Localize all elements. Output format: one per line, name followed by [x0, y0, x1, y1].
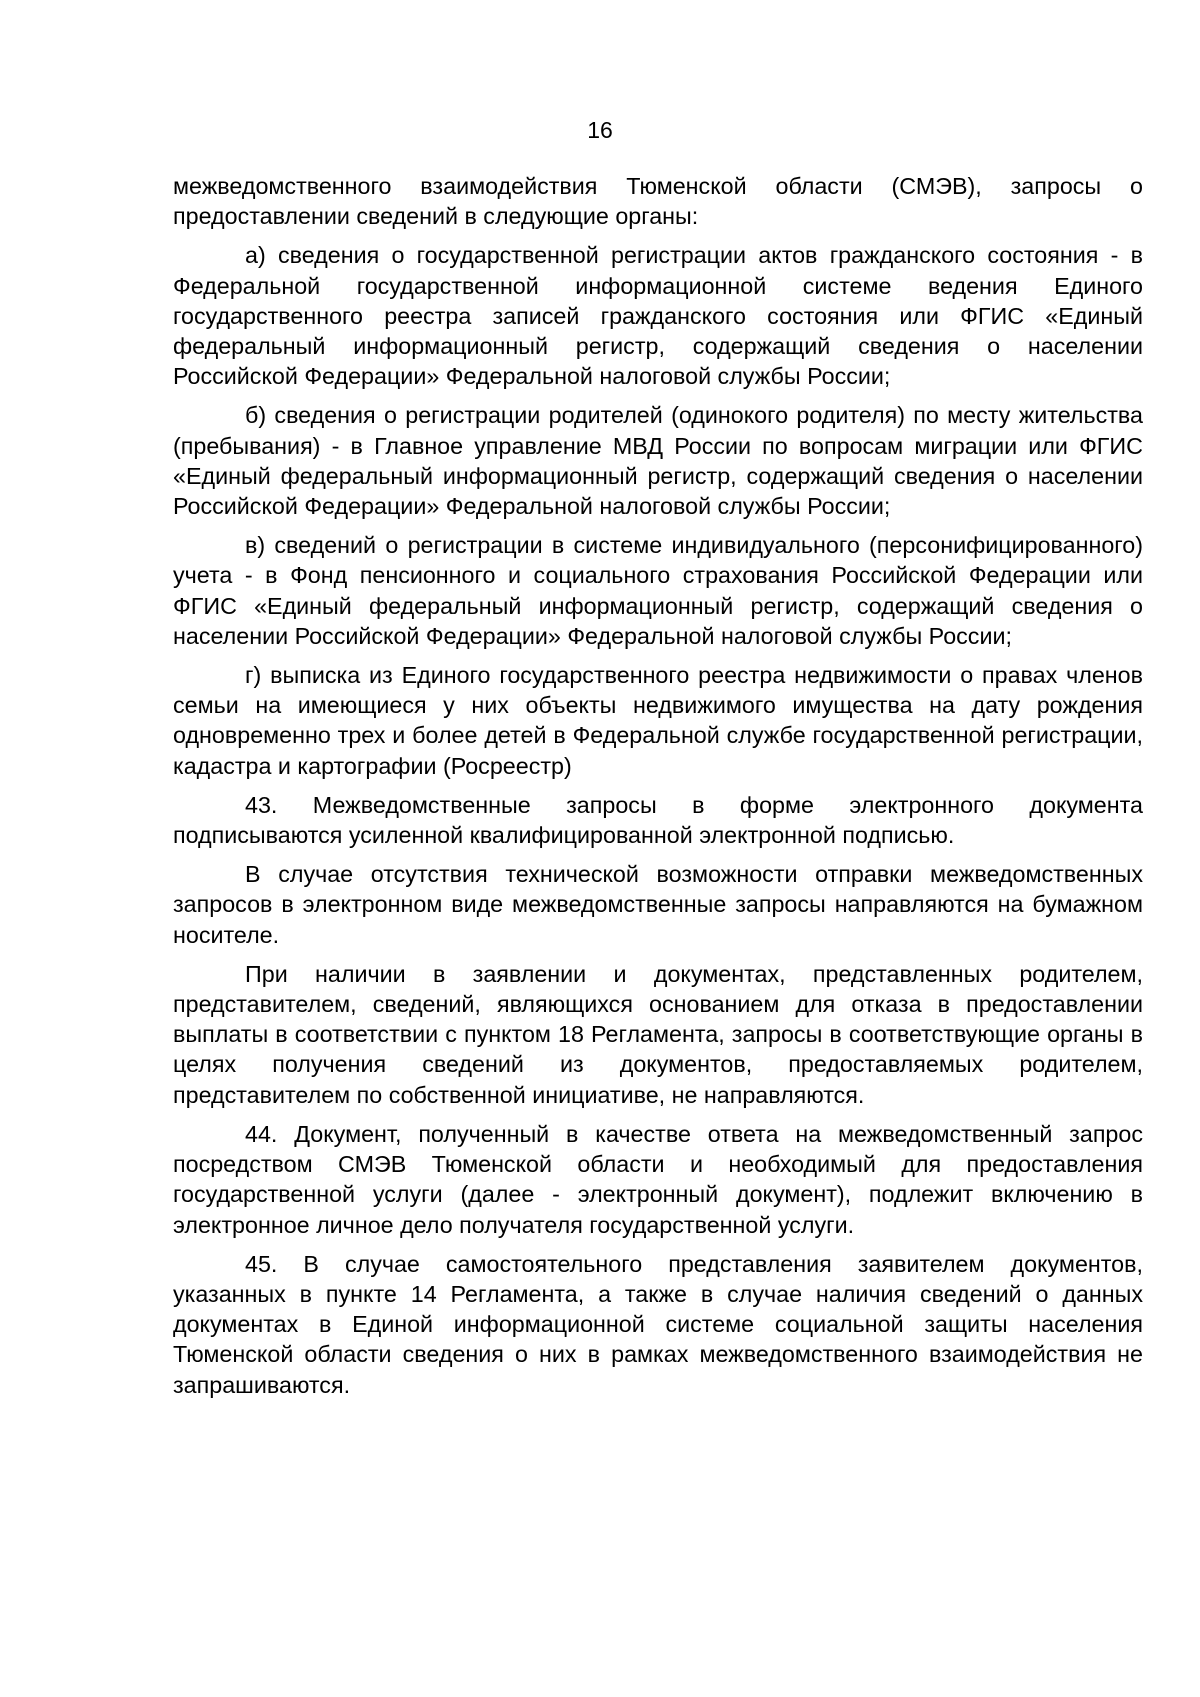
- page-number: 16: [587, 117, 613, 143]
- paragraph-item-b: б) сведения о регистрации родителей (одинокого родителя) по месту жительства (пребывания) - в Главное управление МВД России по вопросам миграции или ФГИС «Единый федеральный информационный регистр, содержащий сведения о населении Российской Федерации» Федеральной налоговой службы России;: [173, 402, 1143, 520]
- paragraph-item-a: а) сведения о государственной регистрации актов гражданского состояния - в Федеральной государственной информационной системе ведения Единого государственного реестра записей гражданского состояния или ФГИС «Единый федеральный информационный регистр, содержащий сведения о населении Российской Федерации» Федеральной налоговой службы России;: [173, 242, 1143, 390]
- paragraph-no-technical-possibility: В случае отсутствия технической возможности отправки межведомственных запросов в электронном виде межведомственные запросы направляются на бумажном носителе.: [173, 861, 1143, 948]
- paragraph-43: 43. Межведомственные запросы в форме электронного документа подписываются усиленной квалифицированной электронной подписью.: [173, 791, 1143, 849]
- paragraph-item-v: в) сведений о регистрации в системе индивидуального (персонифицированного) учета - в Фонд пенсионного и социального страхования Российской Федерации или ФГИС «Единый федеральный информационный регистр, содержащий сведения о населении Российской Федерации» Федеральной налоговой службы России;: [173, 532, 1143, 649]
- document-body: [173, 171, 1143, 1409]
- paragraph-continuation: межведомственного взаимодействия Тюменской области (СМЭВ), запросы о предоставлении сведений в следующие органы:: [173, 173, 1143, 230]
- paragraph-refusal-grounds: При наличии в заявлении и документах, представленных родителем, представителем, сведений, являющихся основанием для отказа в предоставлении выплаты в соответствии с пунктом 18 Регламента, запросы в соответствующие органы в целях получения сведений из документов, предоставляемых родителем, представителем по собственной инициативе, не направляются.: [173, 960, 1143, 1108]
- paragraph-45: 45. В случае самостоятельного представления заявителем документов, указанных в пункте 14 Регламента, а также в случае наличия сведений о данных документах в Единой информационной системе социальной защиты населения Тюменской области сведения о них в рамках межведомственного взаимодействия не запрашиваются.: [173, 1250, 1143, 1398]
- paragraph-item-g: г) выписка из Единого государственного реестра недвижимости о правах членов семьи на имеющиеся у них объекты недвижимого имущества на дату рождения одновременно трех и более детей в Федеральной службе государственной регистрации, кадастра и картографии (Росреестр): [173, 662, 1143, 779]
- paragraph-44: 44. Документ, полученный в качестве ответа на межведомственный запрос посредством СМЭВ Тюменской области и необходимый для предоставления государственной услуги (далее - электронный документ), подлежит включению в электронное личное дело получателя государственной услуги.: [173, 1120, 1143, 1238]
